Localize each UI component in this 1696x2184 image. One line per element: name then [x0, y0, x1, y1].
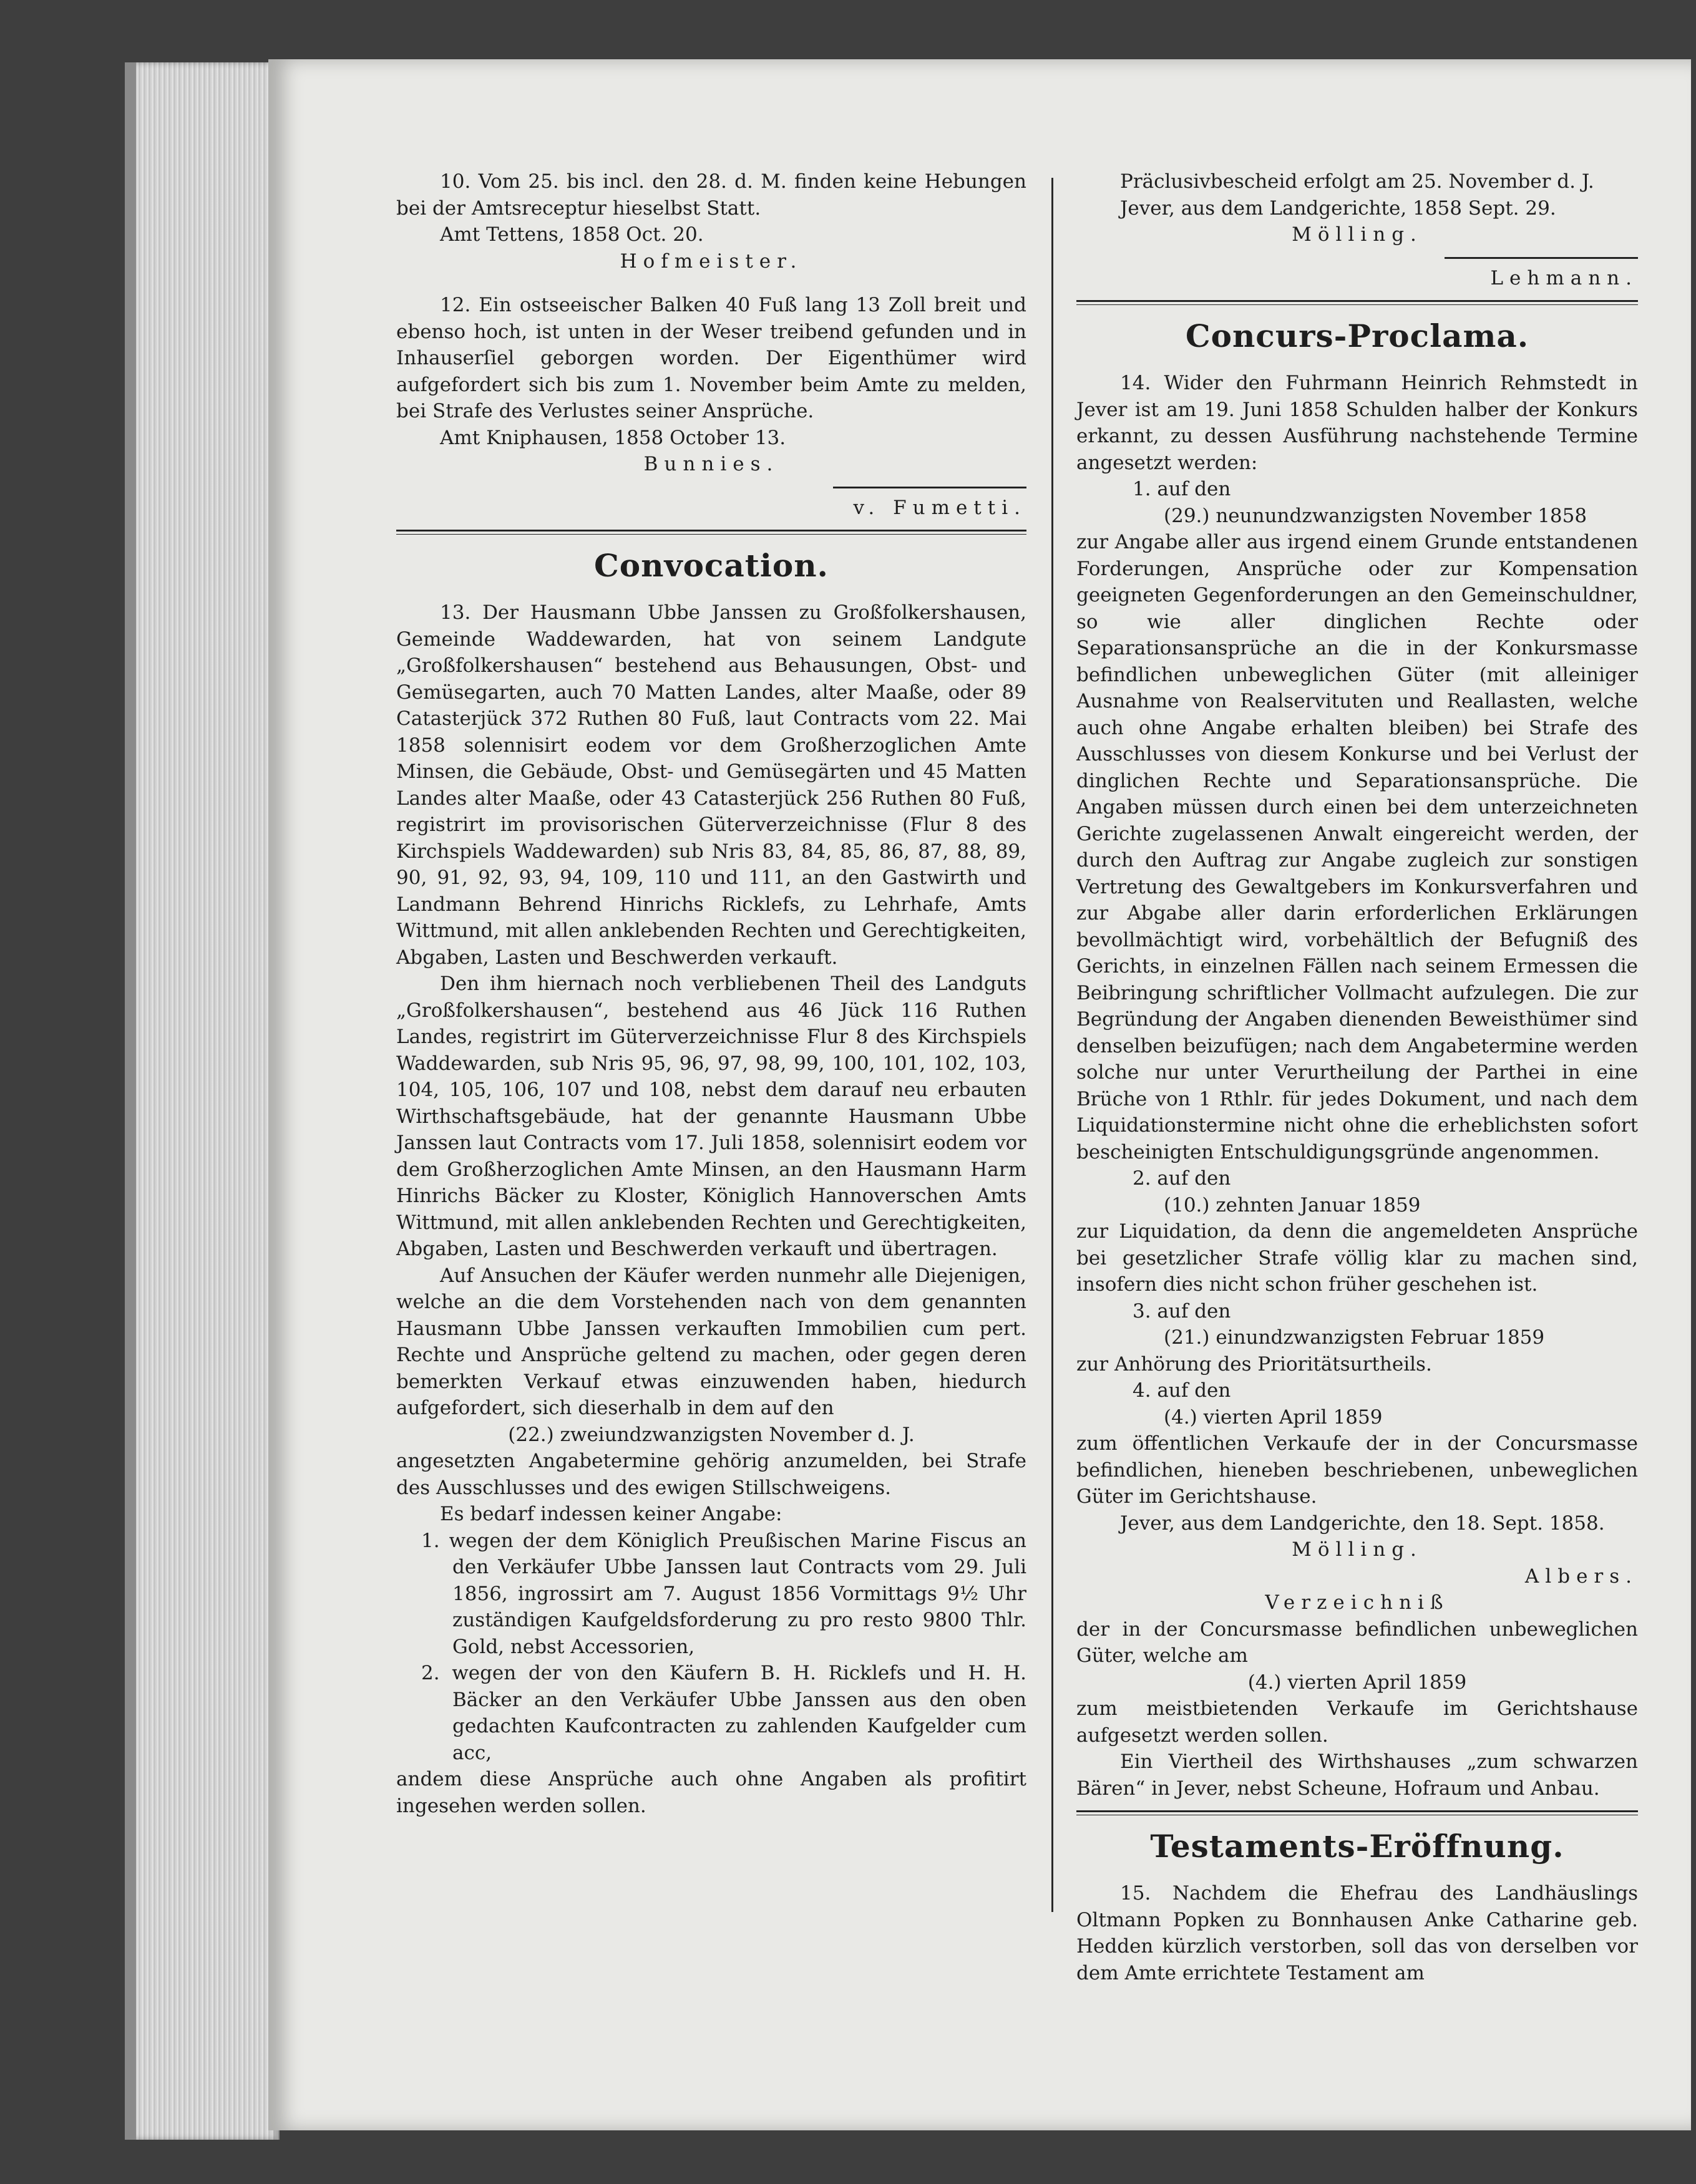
convocation-term-date: (22.) zweiundzwanzigsten November d. J. [508, 1423, 915, 1446]
praeclusiv-signature-1: Mölling. [1292, 223, 1423, 246]
notice-10-place-date: Amt Tettens, 1858 Oct. 20. [440, 223, 704, 246]
right-column [1076, 168, 1638, 1986]
concurs-term-4-text: zum öffentlichen Verkaufe der in der Concursmasse befindlichen, hieneben beschriebenen, unbeweglichen Güter im Gerichtshause. [1076, 1432, 1638, 1508]
column-divider [1051, 178, 1053, 1912]
section-rule [396, 530, 1026, 535]
notice-12-signature-1: Bunnies. [643, 453, 779, 475]
convocation-paragraph-3: Auf Ansuchen der Käufer werden nunmehr alle Diejenigen, welche an die dem Vorstehenden nach von dem genannten Hausmann Ubbe Janssen verkauften Immobilien cum pert. Rechte und Ansprüche geltend zu machen, oder gegen deren bemerkten Verkauf etwas einzuwenden haben, hiedurch aufgefordert, sich dieserhalb in dem auf den [396, 1264, 1026, 1419]
newspaper-page [268, 59, 1691, 2130]
notice-12-signature-2: v. Fumetti. [853, 496, 1026, 519]
concurs-term-1-head: 1. auf den [1133, 478, 1231, 500]
praeclusiv-signature-2: Lehmann. [1490, 266, 1638, 289]
concurs-term-3-date: (21.) einundzwanzigsten Februar 1859 [1164, 1326, 1545, 1349]
convocation-paragraph-5: Es bedarf indessen keiner Angabe: [440, 1503, 782, 1525]
notice-12-place-date: Amt Kniphausen, 1858 October 13. [440, 426, 786, 449]
verzeichnis-date: (4.) vierten April 1859 [1247, 1671, 1467, 1694]
concurs-term-2-date: (10.) zehnten Januar 1859 [1164, 1193, 1421, 1216]
convocation-list-item-1: 1. wegen der dem Königlich Preußischen Marine Fiscus an den Verkäufer Ubbe Janssen laut Contracts vom 29. Juli 1856, ingrossirt am 7. August 1856 Vormittags 9½ Uhr zuständigen Kaufgeldsforderung zu pro resto 9800 Thlr. Gold, nebst Accessorien, [421, 1529, 1026, 1658]
concurs-heading: Concurs-Proclama. [1185, 318, 1529, 354]
concurs-term-1-date: (29.) neunundzwanzigsten November 1858 [1164, 504, 1587, 527]
left-column [396, 168, 1026, 1819]
verzeichnis-item: Ein Viertheil des Wirthshauses „zum schwarzen Bären“ in Jever, nebst Scheune, Hofraum und Anbau. [1076, 1750, 1638, 1800]
concurs-signature-1: Mölling. [1292, 1538, 1423, 1561]
concurs-term-4-date: (4.) vierten April 1859 [1164, 1405, 1383, 1429]
verzeichnis-title: Verzeichniß [1265, 1591, 1450, 1614]
signature-rule [833, 487, 1026, 488]
book-page-edges [125, 62, 280, 2140]
verzeichnis-text-2: zum meistbietenden Verkaufe im Gerichtshause aufgesetzt werden sollen. [1076, 1697, 1638, 1747]
concurs-term-4-head: 4. auf den [1133, 1379, 1231, 1402]
concurs-signature-2: Albers. [1524, 1565, 1638, 1588]
concurs-term-3-text: zur Anhörung des Prioritätsurtheils. [1076, 1352, 1432, 1376]
convocation-paragraph-2: Den ihm hiernach noch verbliebenen Theil des Landguts „Großfolkershausen“, bestehend aus 46 Jück 116 Ruthen Landes, registrirt im Güterverzeichnisse Flur 8 des Kirchspiels Waddewarden, sub Nris 95, 96, 97, 98, 99, 100, 101, 102, 103, 104, 105, 106, 107 und 108, nebst dem darauf neu erbauten Wirthschaftsgebäude, hat der genannte Hausmann Ubbe Janssen laut Contracts vom 17. Juli 1858, solennisirt eodem vor dem Großherzoglichen Amte Minsen, an den Hausmann Harm Hinrichs Bäcker zu Kloster, Königlich Hannoverschen Amts Wittmund, mit allen anklebenden Rechten und Gerechtigkeiten, Abgaben, Lasten und Beschwerden verkauft und übertragen. [396, 973, 1026, 1260]
signature-rule [1445, 257, 1638, 259]
notice-10-text: 10. Vom 25. bis incl. den 28. d. M. finden keine Hebungen bei der Amtsreceptur hieselbst Statt. [396, 170, 1026, 220]
convocation-paragraph-4: angesetzten Angabetermine gehörig anzumelden, bei Strafe des Ausschlusses und des ewigen Stillschweigens. [396, 1450, 1026, 1499]
concurs-paragraph-1: 14. Wider den Fuhrmann Heinrich Rehmstedt in Jever ist am 19. Juni 1858 Schulden halber der Konkurs erkannt, zu dessen Ausführung nachstehende Termine angesetzt werden: [1076, 372, 1638, 474]
praeclusiv-place-date: Jever, aus dem Landgerichte, 1858 Sept. 29. [1120, 197, 1556, 220]
convocation-paragraph-1: 13. Der Hausmann Ubbe Janssen zu Großfolkershausen, Gemeinde Waddewarden, hat von seinem Landgute „Großfolkershausen“ bestehend aus Behausungen, Obst- und Gemüsegarten, auch 70 Matten Landes, alter Maaße, oder 89 Catasterjück 372 Ruthen 80 Fuß, laut Contracts vom 22. Mai 1858 solennisirt eodem vor dem Großherzoglichen Amte Minsen, die Gebäude, Obst- und Gemüsegärten und 45 Matten Landes alter Maaße, oder 43 Catasterjück 256 Ruthen 80 Fuß, registrirt im provisorischen Güterverzeichnisse (Flur 8 des Kirchspiels Waddewarden) sub Nris 83, 84, 85, 86, 87, 88, 89, 90, 91, 92, 93, 94, 109, 110 und 111, an den Gastwirth und Landmann Behrend Hinrichs Ricklefs, zu Lehrhafe, Amts Wittmund, mit allen anklebenden Rechten und Gerechtigkeiten, Abgaben, Lasten und Beschwerden verkauft. [396, 601, 1026, 969]
section-rule [1076, 300, 1638, 305]
praeclusiv-text: Präclusivbescheid erfolgt am 25. November d. J. [1120, 170, 1594, 193]
concurs-term-2-text: zur Liquidation, da denn die angemeldeten Ansprüche bei gesetzlicher Strafe völlig klar zu machen sind, insofern dies nicht schon früher geschehen ist. [1076, 1220, 1638, 1296]
convocation-paragraph-6: andem diese Ansprüche auch ohne Angaben als profitirt ingesehen werden sollen. [396, 1768, 1026, 1817]
testament-heading: Testaments-Eröffnung. [1150, 1828, 1564, 1865]
concurs-place-date: Jever, aus dem Landgerichte, den 18. Sept. 1858. [1120, 1512, 1605, 1535]
verzeichnis-text: der in der Concursmasse befindlichen unbeweglichen Güter, welche am [1076, 1618, 1638, 1667]
convocation-list-item-2: 2. wegen der von den Käufern B. H. Ricklefs und H. H. Bäcker an den Verkäufer Ubbe Janssen aus den oben gedachten Kaufcontracten zu zahlenden Kaufgelder cum acc, [421, 1662, 1026, 1764]
section-rule [1076, 1810, 1638, 1815]
notice-10-signature: Hofmeister. [620, 250, 803, 273]
notice-12-text: 12. Ein ostseeischer Balken 40 Fuß lang 13 Zoll breit und ebenso hoch, ist unten in der Weser treibend gefunden und in Inhauserſiel geborgen worden. Der Eigenthümer wird aufgefordert sich bis zum 1. November beim Amte zu melden, bei Strafe des Verlustes seiner Ansprüche. [396, 294, 1026, 422]
convocation-heading: Convocation. [594, 547, 829, 584]
concurs-term-1-text: zur Angabe aller aus irgend einem Grunde entstandenen Forderungen, Ansprüche oder zur Kompensation geeigneten Gegenforderungen an den Gemeinschuldner, so wie aller dinglichen Rechte oder Separationsansprüche an die in der Konkursmasse befindlichen unbeweglichen Güter (mit alleiniger Ausnahme von Realservituten und Reallasten, welche auch ohne Angabe erhalten bleiben) bei Strafe des Ausschlusses von diesem Konkurse und bei Verlust der dinglichen Rechte und Separationsansprüche. Die Angaben müssen durch einen bei dem unterzeichneten Gerichte zugelassenen Anwalt eingereicht werden, der durch den Auftrag zur Angabe zugleich zur sonstigen Vertretung des Gewaltgebers im Konkursverfahren und zur Abgabe aller darin erforderlichen Erklärungen bevollmächtigt wird, vorbehältlich der Befugniß des Gerichts, in einzelnen Fällen nach seinem Ermessen die Beibringung schriftlicher Vollmacht aufzulegen. Die zur Begründung der Angaben dienenden Beweisthümer sind denselben beizufügen; nach dem Angabetermine werden solche nur unter Verurtheilung der Parthei in eine Brüche von 1 Rthlr. für jedes Dokument, und nach dem Liquidationstermine nicht ohne die erheblichsten sofort bescheinigten Entschuldigungsgründe angenommen. [1076, 531, 1638, 1163]
concurs-term-3-head: 3. auf den [1133, 1299, 1231, 1323]
concurs-term-2-head: 2. auf den [1133, 1167, 1231, 1190]
testament-paragraph-1: 15. Nachdem die Ehefrau des Landhäuslings Oltmann Popken zu Bonnhausen Anke Catharine geb. Hedden kürzlich verstorben, soll das von derselben vor dem Amte errichtete Testament am [1076, 1882, 1638, 1984]
